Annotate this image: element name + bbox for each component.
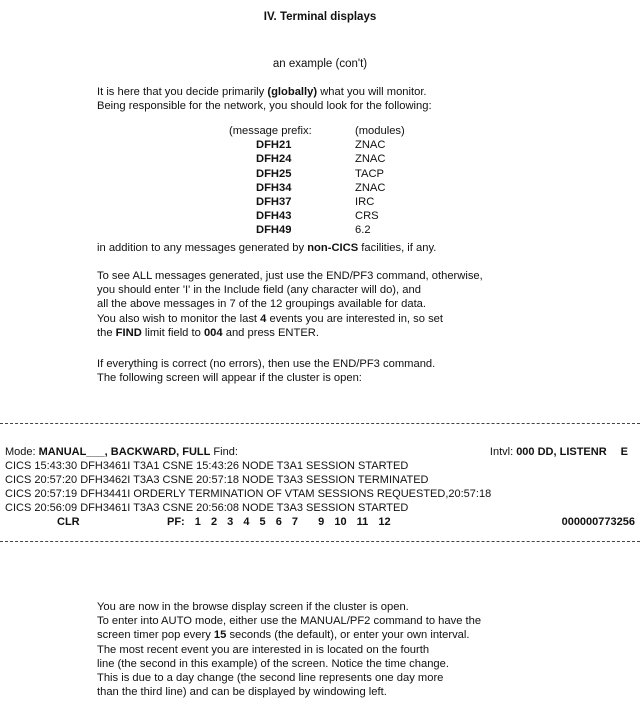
addition-line: in addition to any messages generated by non-CICS facilities, if any. (97, 242, 437, 254)
end-command-paragraph: If everything is correct (no errors), then use the END/PF3 command. The following screen will appear if the cluster is open: (97, 358, 436, 385)
screen-message-line: CICS 20:57:19 DFH3441I ORDERLY TERMINATION OF VTAM SESSIONS REQUESTED,20:57:18 (5, 488, 492, 500)
table-row: DFH49 6.2 (256, 224, 371, 237)
screen-message-line: CICS 20:56:09 DFH3461I T3A3 CSNE 20:56:08 NODE T3A3 SESSION STARTED (5, 502, 409, 514)
pf-key[interactable]: 1 (194, 516, 201, 528)
table-row: DFH21 ZNAC (256, 139, 386, 152)
pf-keys (167, 515, 398, 529)
instructions-paragraph: To see ALL messages generated, just use the END/PF3 command, otherwise, you should enter 'I' in the Include field (any character will do), and all the above messages in 7 of the 12 groupings available for data. You also wish to monitor the last 4 events you are interested in, so set the FIND limit field to 004 and press ENTER. (97, 270, 483, 339)
table-row: DFH25 TACP (256, 167, 385, 180)
pf-key[interactable]: 5 (259, 516, 266, 528)
intro-line-1: It is here that you decide primarily (globally) what you will monitor. (97, 86, 427, 98)
interval-field[interactable]: Intvl: 000 DD, LISTENR E (489, 446, 628, 458)
section-heading: IV. Terminal displays (263, 11, 377, 23)
clear-command[interactable]: CLR (57, 516, 80, 528)
pf-key[interactable]: 2 (210, 516, 218, 528)
prefix-module-table (229, 124, 405, 238)
screen-message-line: CICS 20:57:20 DFH3462I T3A3 CSNE 20:57:18 NODE T3A3 SESSION TERMINATED (5, 474, 429, 486)
pf-label: PF: (167, 516, 185, 528)
intro-paragraph (97, 85, 432, 113)
pf-key[interactable]: 6 (275, 516, 282, 528)
browse-paragraph: You are now in the browse display screen if the cluster is open. To enter into AUTO mode, either use the MANUAL/PF2 command to have the screen timer pop every 15 seconds (the default), or enter your own interval. The most recent event you are interested in is located on the fourth line (the second in this example) of the screen. Notice the time change. This is due to a day change (the second line represents one day more than the third line) and can be displayed by windowing left. (97, 601, 482, 699)
screen-counter: 000000773256 (561, 516, 635, 528)
screen-pf-line (5, 515, 635, 529)
section-subtitle: an example (con't) (272, 58, 368, 70)
screen-top-rule (0, 423, 640, 424)
header-prefix: (message prefix: (229, 125, 312, 137)
pf-key[interactable]: 4 (243, 516, 250, 528)
pf-key[interactable]: 7 (291, 516, 299, 528)
pf-key[interactable]: 10 (334, 516, 347, 528)
table-row: DFH34 ZNAC (256, 181, 386, 194)
table-row: DFH43 CRS (256, 210, 379, 223)
screen-status-line: Mode: MANUAL___, BACKWARD, FULL Find: Intvl: 000 DD, LISTENR E (5, 446, 628, 458)
pf-key[interactable]: 3 (227, 516, 234, 528)
pf-key[interactable]: 9 (318, 516, 325, 528)
pf-key[interactable]: 12 (378, 516, 391, 528)
table-row: DFH37 IRC (256, 196, 375, 209)
terminal-screen (5, 445, 635, 529)
table-header (229, 124, 405, 138)
status-flag: E (620, 446, 628, 458)
intro-line-2: Being responsible for the network, you should look for the following: (97, 100, 432, 113)
screen-bottom-rule (0, 541, 640, 542)
table-row: DFH24 ZNAC (256, 153, 386, 166)
pf-key[interactable]: 11 (356, 516, 369, 528)
find-field[interactable]: Find: (210, 446, 238, 458)
screen-message-line: CICS 15:43:30 DFH3461I T3A1 CSNE 15:43:26 NODE T3A1 SESSION STARTED (5, 460, 409, 472)
mode-value[interactable]: MANUAL___, BACKWARD, FULL (38, 446, 211, 458)
header-modules: (modules) (355, 125, 405, 137)
